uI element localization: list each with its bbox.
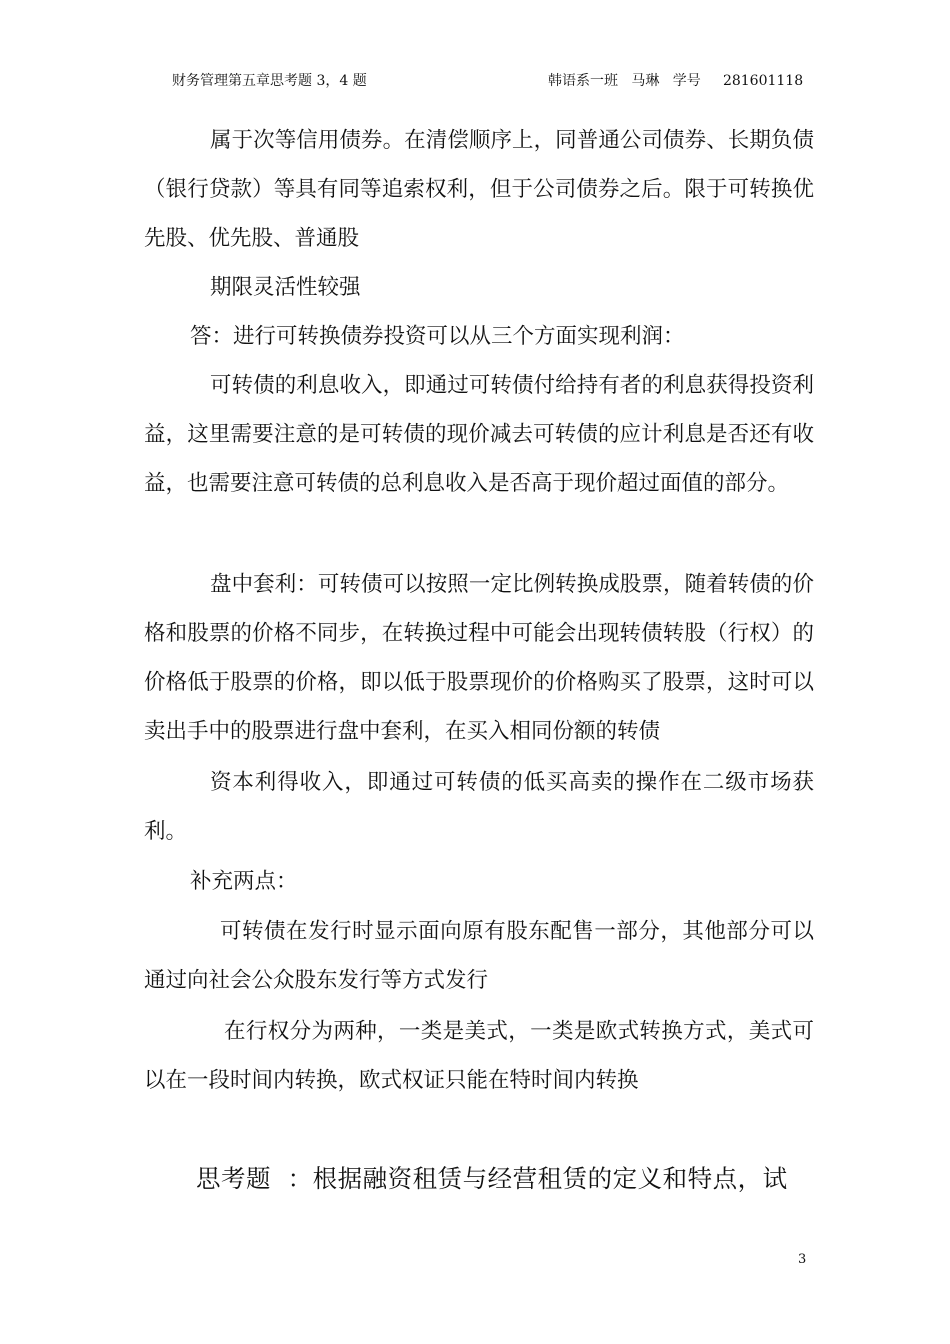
paragraph-answer-intro: 答：进行可转换债券投资可以从三个方面实现利润： (190, 324, 685, 349)
page-header (0, 70, 950, 94)
header-author-info: 韩语系一班 马琳 学号 281601118 (548, 73, 804, 89)
paragraph-issuance: 可转债在发行时显示面向原有股东配售一部分，其他部分可以通过向社会公众股东发行等方式发行 (144, 919, 814, 993)
paragraph-term-flexibility: 期限灵活性较强 (210, 275, 361, 300)
paragraph-subordinate-credit: 属于次等信用债券。在清偿顺序上，同普通公司债券、长期负债（银行贷款）等具有同等追索权利，但于公司债券之后。限于可转换优先股、优先股、普通股 (144, 128, 814, 251)
question-heading: 思考题 ：根据融资租赁与经营租赁的定义和特点，试 (196, 1164, 788, 1193)
paragraph-intraday-arbitrage: 盘中套利：可转债可以按照一定比例转换成股票，随着转债的价格和股票的价格不同步，在转换过程中可能会出现转债转股（行权）的价格低于股票的价格，即以低于股票现价的价格购买了股票，这时可以卖出手中的股票进行盘中套利，在买入相同份额的转债 (144, 572, 814, 744)
header-title: 财务管理第五章思考题 3，4 题 (172, 73, 367, 89)
paragraph-exercise-types: 在行权分为两种，一类是美式，一类是欧式转换方式，美式可以在一段时间内转换，欧式权证只能在特时间内转换 (144, 1019, 814, 1093)
header-rule (144, 96, 806, 97)
paragraph-supplement-title: 补充两点： (190, 869, 298, 894)
paragraph-capital-gains: 资本利得收入，即通过可转债的低买高卖的操作在二级市场获利。 (144, 770, 814, 844)
page-number: 3 (798, 1252, 807, 1267)
paragraph-interest-income: 可转债的利息收入，即通过可转债付给持有者的利息获得投资利益，这里需要注意的是可转债的现价减去可转债的应计利息是否还有收益，也需要注意可转债的总利息收入是否高于现价超过面值的部分。 (144, 373, 814, 496)
